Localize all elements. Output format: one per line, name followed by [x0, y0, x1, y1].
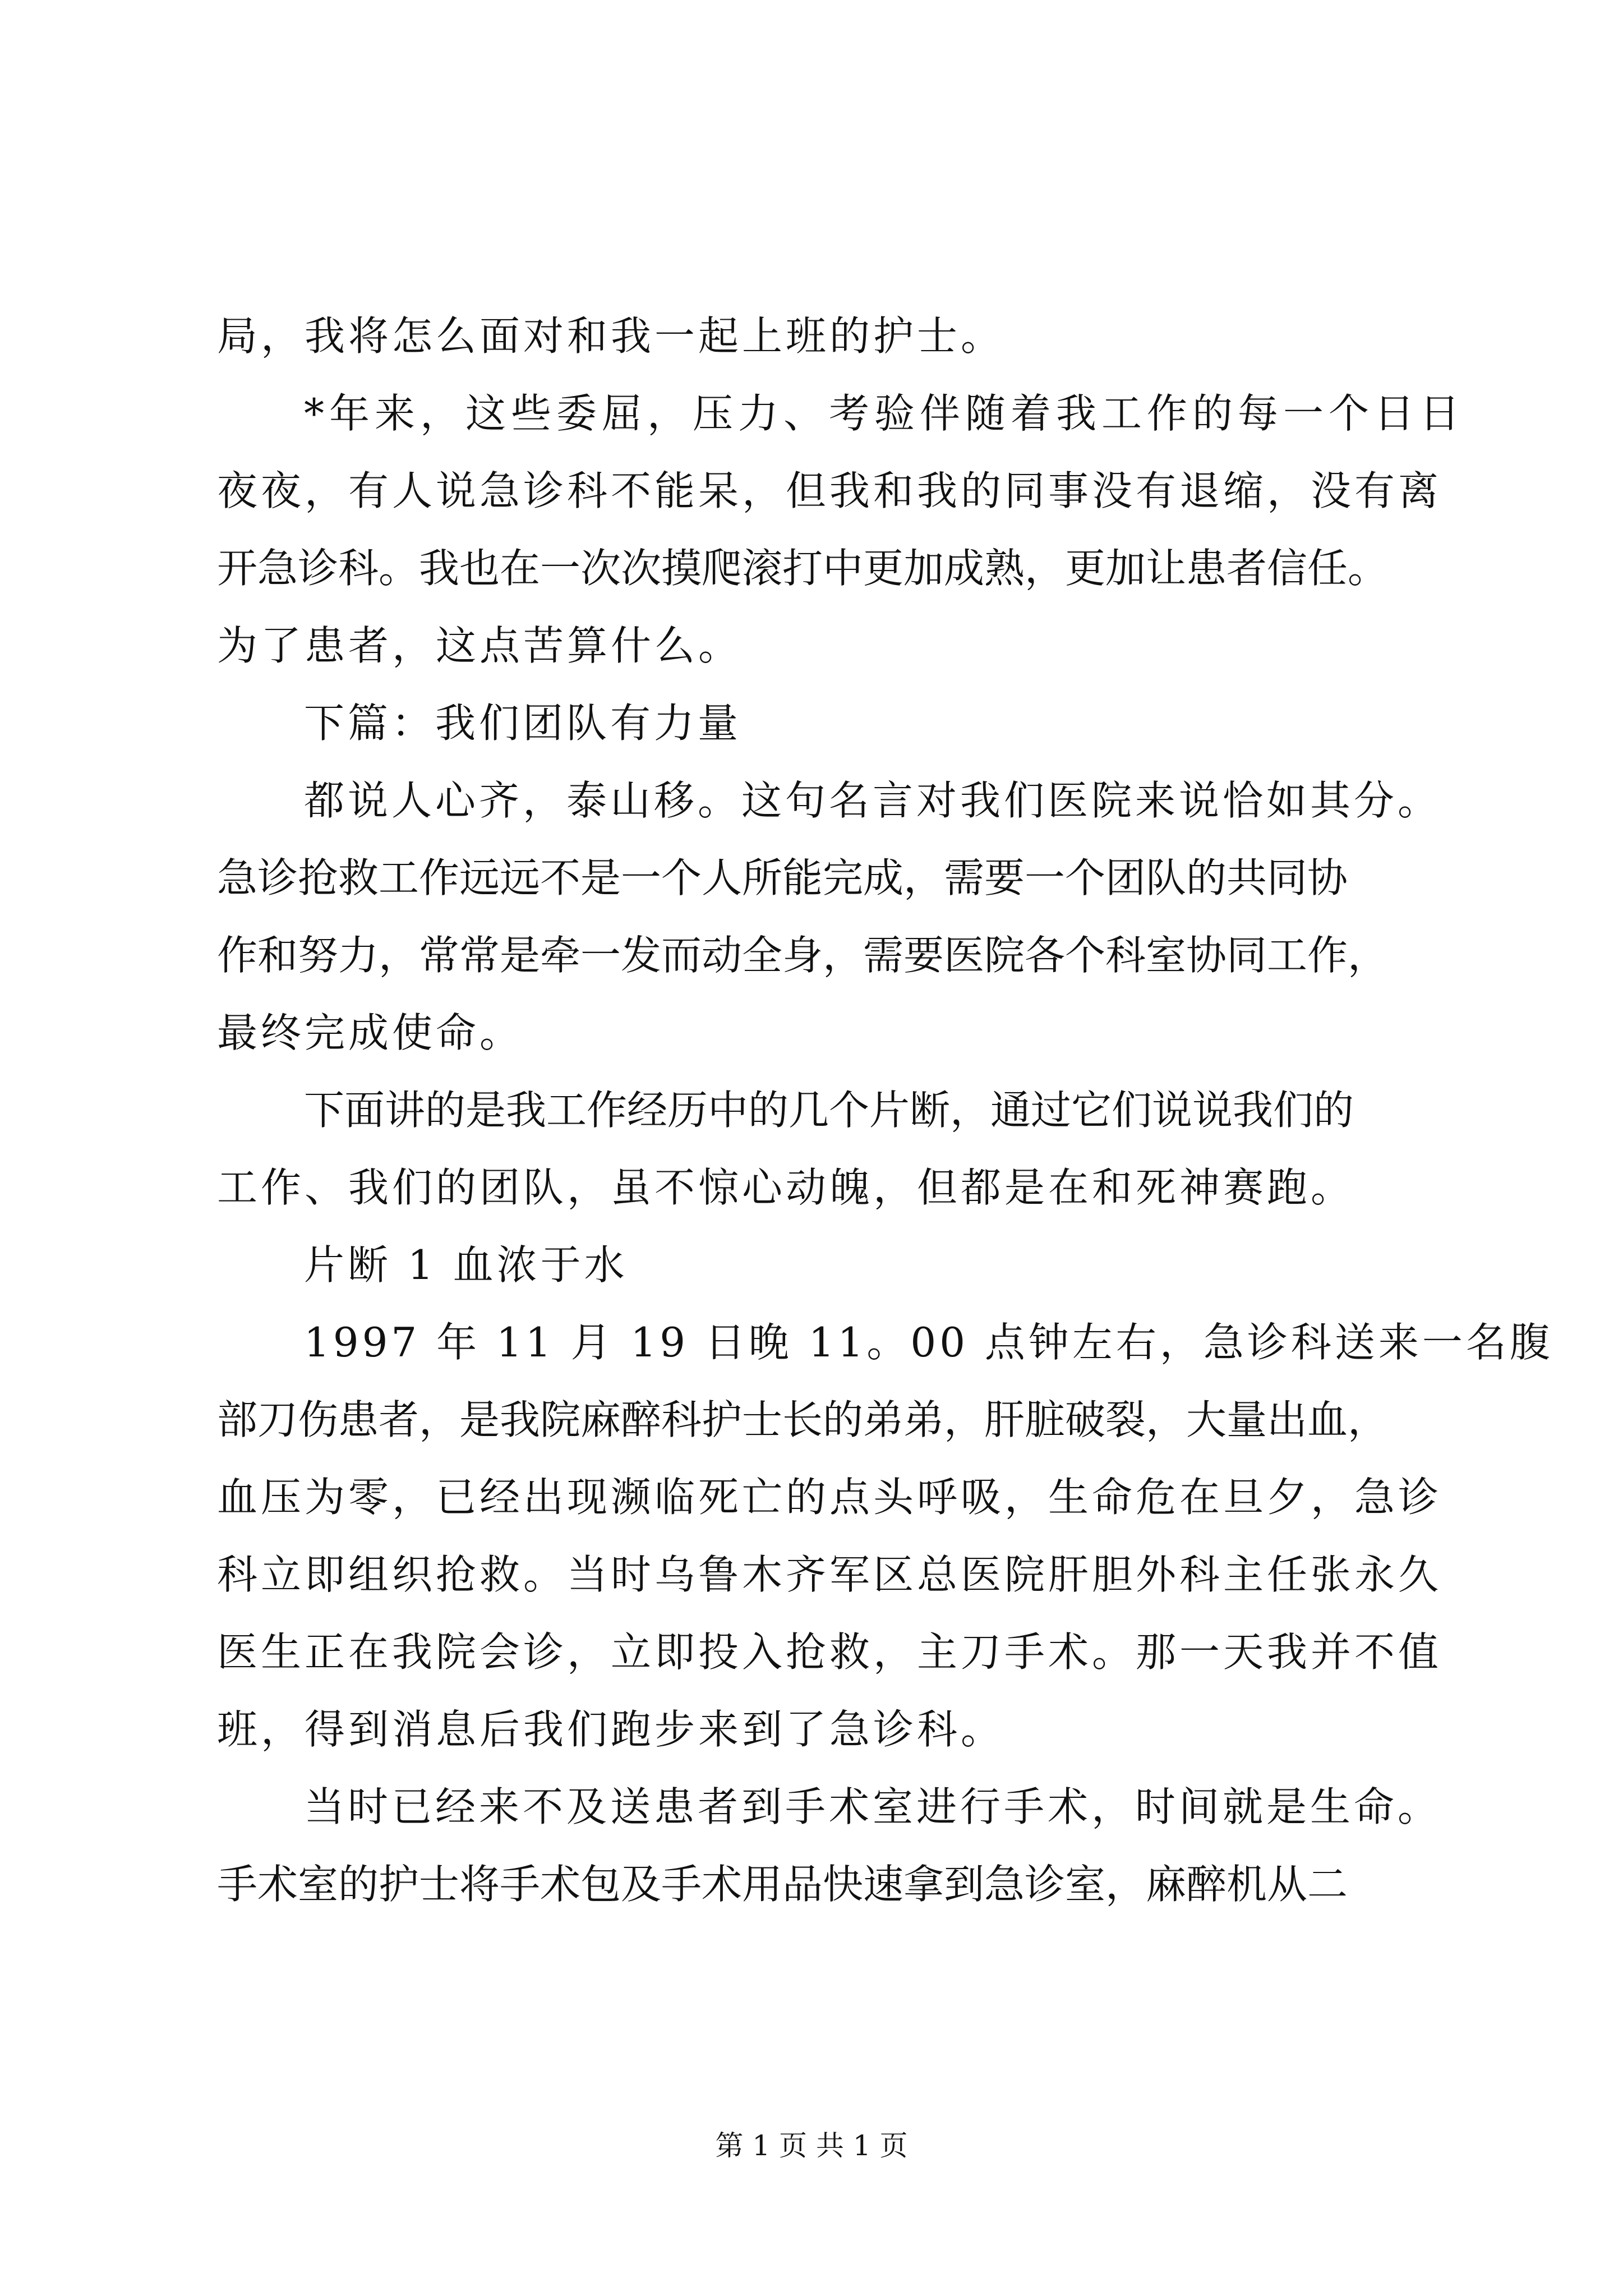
- text-line: 科立即组织抢救。当时乌鲁木齐军区总医院肝胆外科主任张永久: [217, 1551, 1442, 1598]
- text-line: 夜夜，有人说急诊科不能呆，但我和我的同事没有退缩，没有离: [217, 467, 1442, 514]
- text-line: *年来，这些委屈，压力、考验伴随着我工作的每一个日日: [304, 390, 1465, 437]
- document-body: [217, 297, 1553, 1923]
- text-line: 急诊抢救工作远远不是一个人所能完成，需要一个团队的共同协: [217, 854, 1348, 901]
- text-line: 1997 年 11 月 19 日晚 11。00 点钟左右，急诊科送来一名腹: [304, 1319, 1553, 1366]
- text-line: 血压为零，已经出现濒临死亡的点头呼吸，生命危在旦夕，急诊: [217, 1474, 1442, 1521]
- page-number-footer: 第 1 页 共 1 页: [715, 2129, 908, 2162]
- text-line: 作和努力，常常是牵一发而动全身，需要医院各个科室协同工作，: [217, 932, 1389, 979]
- text-line: 为了患者，这点苦算什么。: [217, 622, 743, 669]
- text-line: 下面讲的是我工作经历中的几个片断，通过它们说说我们的: [304, 1087, 1354, 1134]
- text-line: 当时已经来不及送患者到手术室进行手术，时间就是生命。: [304, 1783, 1442, 1830]
- text-line: 手术室的护士将手术包及手术用品快速拿到急诊室，麻醉机从二: [217, 1861, 1348, 1908]
- text-line: 开急诊科。我也在一次次摸爬滚打中更加成熟，更加让患者信任。: [217, 545, 1389, 592]
- text-line: 局，我将怎么面对和我一起上班的护士。: [217, 312, 1005, 360]
- section-heading: 片断 1 血浓于水: [304, 1241, 628, 1289]
- text-line: 医生正在我院会诊，立即投入抢救，主刀手术。那一天我并不值: [217, 1628, 1442, 1676]
- section-heading: 下篇：我们团队有力量: [304, 700, 742, 747]
- text-line: 都说人心齐，泰山移。这句名言对我们医院来说恰如其分。: [304, 777, 1442, 824]
- text-line: 部刀伤患者，是我院麻醉科护士长的弟弟，肝脏破裂，大量出血，: [217, 1396, 1389, 1443]
- text-line: 最终完成使命。: [217, 1009, 524, 1056]
- text-line: 工作、我们的团队，虽不惊心动魄，但都是在和死神赛跑。: [217, 1164, 1355, 1211]
- text-line: 班，得到消息后我们跑步来到了急诊科。: [217, 1706, 1005, 1753]
